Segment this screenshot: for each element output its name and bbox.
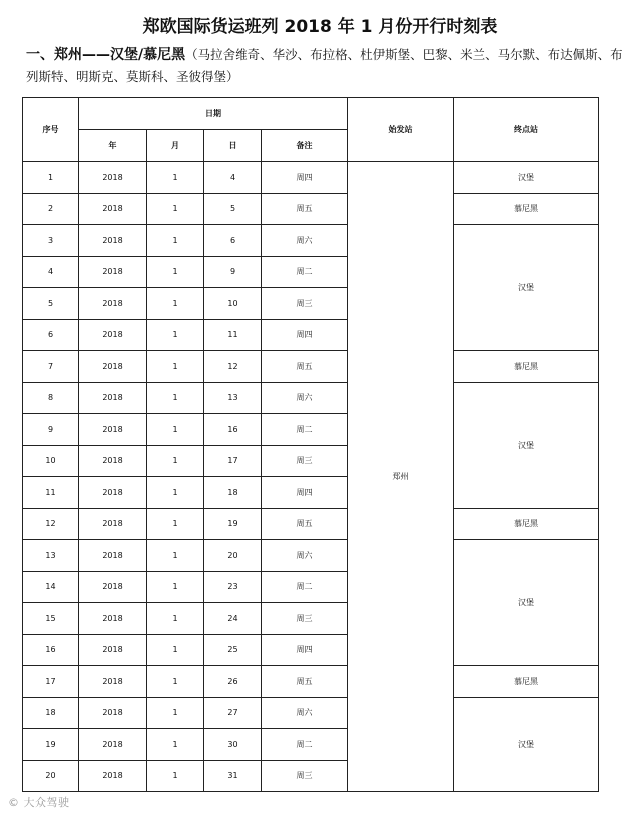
cell-note: 周六: [262, 225, 348, 257]
cell-year: 2018: [79, 225, 147, 257]
cell-destination: 汉堡: [454, 162, 599, 194]
table-row: [23, 193, 599, 225]
cell-note: 周六: [262, 382, 348, 414]
cell-year: 2018: [79, 571, 147, 603]
cell-day: 12: [204, 351, 262, 383]
cell-seq: 17: [23, 666, 79, 698]
cell-note: 周二: [262, 729, 348, 761]
cell-seq: 10: [23, 445, 79, 477]
cell-note: 周四: [262, 162, 348, 194]
cell-destination: 汉堡: [454, 540, 599, 666]
cell-note: 周六: [262, 540, 348, 572]
cell-day: 16: [204, 414, 262, 446]
cell-day: 27: [204, 697, 262, 729]
cell-seq: 13: [23, 540, 79, 572]
table-row: [23, 382, 599, 414]
cell-year: 2018: [79, 414, 147, 446]
cell-seq: 16: [23, 634, 79, 666]
cell-note: 周二: [262, 414, 348, 446]
cell-destination: 慕尼黑: [454, 508, 599, 540]
cell-month: 1: [147, 445, 204, 477]
cell-note: 周四: [262, 634, 348, 666]
header-date: 日期: [79, 98, 348, 130]
cell-note: 周三: [262, 445, 348, 477]
cell-note: 周二: [262, 571, 348, 603]
page-title: 郑欧国际货运班列 2018 年 1 月份开行时刻表: [142, 17, 498, 37]
timetable-body: [23, 162, 599, 792]
cell-day: 24: [204, 603, 262, 635]
header-year: 年: [79, 130, 147, 162]
cell-destination: 汉堡: [454, 697, 599, 792]
cell-seq: 14: [23, 571, 79, 603]
cell-seq: 2: [23, 193, 79, 225]
table-row: [23, 351, 599, 383]
cell-destination: 慕尼黑: [454, 193, 599, 225]
cell-seq: 9: [23, 414, 79, 446]
header-seq: 序号: [23, 98, 79, 162]
cell-month: 1: [147, 477, 204, 509]
cell-seq: 3: [23, 225, 79, 257]
cell-destination: 慕尼黑: [454, 351, 599, 383]
cell-day: 19: [204, 508, 262, 540]
header-day: 日: [204, 130, 262, 162]
cell-month: 1: [147, 382, 204, 414]
header-origin: 始发站: [348, 98, 454, 162]
cell-year: 2018: [79, 193, 147, 225]
cell-year: 2018: [79, 760, 147, 792]
cell-year: 2018: [79, 477, 147, 509]
table-row: [23, 666, 599, 698]
cell-day: 20: [204, 540, 262, 572]
header-note: 备注: [262, 130, 348, 162]
cell-note: 周四: [262, 319, 348, 351]
cell-day: 6: [204, 225, 262, 257]
cell-month: 1: [147, 603, 204, 635]
header-dest: 终点站: [454, 98, 599, 162]
cell-destination: 汉堡: [454, 225, 599, 351]
cell-month: 1: [147, 666, 204, 698]
cell-seq: 4: [23, 256, 79, 288]
cell-destination: 慕尼黑: [454, 666, 599, 698]
cell-month: 1: [147, 162, 204, 194]
cell-year: 2018: [79, 162, 147, 194]
cell-note: 周三: [262, 603, 348, 635]
cell-seq: 5: [23, 288, 79, 320]
cell-note: 周三: [262, 288, 348, 320]
cell-month: 1: [147, 634, 204, 666]
cell-seq: 19: [23, 729, 79, 761]
cell-seq: 6: [23, 319, 79, 351]
cell-seq: 7: [23, 351, 79, 383]
cell-day: 13: [204, 382, 262, 414]
cell-day: 30: [204, 729, 262, 761]
cell-month: 1: [147, 288, 204, 320]
cell-note: 周五: [262, 666, 348, 698]
cell-note: 周五: [262, 351, 348, 383]
cell-month: 1: [147, 729, 204, 761]
table-row: [23, 225, 599, 257]
cell-month: 1: [147, 760, 204, 792]
cell-year: 2018: [79, 540, 147, 572]
cell-year: 2018: [79, 256, 147, 288]
cell-note: 周六: [262, 697, 348, 729]
cell-note: 周五: [262, 193, 348, 225]
cell-year: 2018: [79, 288, 147, 320]
route-stations-note: （马拉舍维奇、华沙、布拉格、杜伊斯堡、巴黎、米兰、马尔默、布达佩斯、布列斯特、明斯克、莫斯科、圣彼得堡）: [26, 47, 623, 84]
cell-day: 18: [204, 477, 262, 509]
cell-year: 2018: [79, 351, 147, 383]
cell-month: 1: [147, 351, 204, 383]
cell-seq: 20: [23, 760, 79, 792]
cell-year: 2018: [79, 729, 147, 761]
cell-note: 周三: [262, 760, 348, 792]
route-heading: 一、郑州——汉堡/慕尼黑: [26, 47, 186, 63]
header-month: 月: [147, 130, 204, 162]
cell-day: 10: [204, 288, 262, 320]
timetable: [22, 97, 599, 792]
cell-year: 2018: [79, 634, 147, 666]
watermark: © 大众驾驶: [8, 796, 70, 809]
cell-month: 1: [147, 319, 204, 351]
cell-month: 1: [147, 225, 204, 257]
cell-seq: 18: [23, 697, 79, 729]
cell-day: 5: [204, 193, 262, 225]
cell-month: 1: [147, 571, 204, 603]
cell-seq: 12: [23, 508, 79, 540]
cell-day: 9: [204, 256, 262, 288]
cell-month: 1: [147, 508, 204, 540]
cell-day: 25: [204, 634, 262, 666]
cell-destination: 汉堡: [454, 382, 599, 508]
table-row: [23, 508, 599, 540]
cell-month: 1: [147, 697, 204, 729]
cell-year: 2018: [79, 382, 147, 414]
cell-note: 周二: [262, 256, 348, 288]
cell-seq: 1: [23, 162, 79, 194]
cell-month: 1: [147, 256, 204, 288]
cell-month: 1: [147, 540, 204, 572]
cell-year: 2018: [79, 445, 147, 477]
cell-day: 23: [204, 571, 262, 603]
table-row: [23, 162, 599, 194]
cell-year: 2018: [79, 666, 147, 698]
cell-year: 2018: [79, 319, 147, 351]
cell-note: 周四: [262, 477, 348, 509]
cell-seq: 8: [23, 382, 79, 414]
cell-origin-station: 郑州: [348, 162, 454, 792]
cell-note: 周五: [262, 508, 348, 540]
cell-day: 26: [204, 666, 262, 698]
cell-year: 2018: [79, 697, 147, 729]
cell-day: 31: [204, 760, 262, 792]
table-row: [23, 540, 599, 572]
cell-day: 4: [204, 162, 262, 194]
cell-day: 11: [204, 319, 262, 351]
cell-month: 1: [147, 193, 204, 225]
table-row: [23, 697, 599, 729]
cell-day: 17: [204, 445, 262, 477]
cell-year: 2018: [79, 508, 147, 540]
cell-month: 1: [147, 414, 204, 446]
cell-seq: 11: [23, 477, 79, 509]
cell-year: 2018: [79, 603, 147, 635]
route-subtitle: [26, 44, 626, 87]
cell-seq: 15: [23, 603, 79, 635]
